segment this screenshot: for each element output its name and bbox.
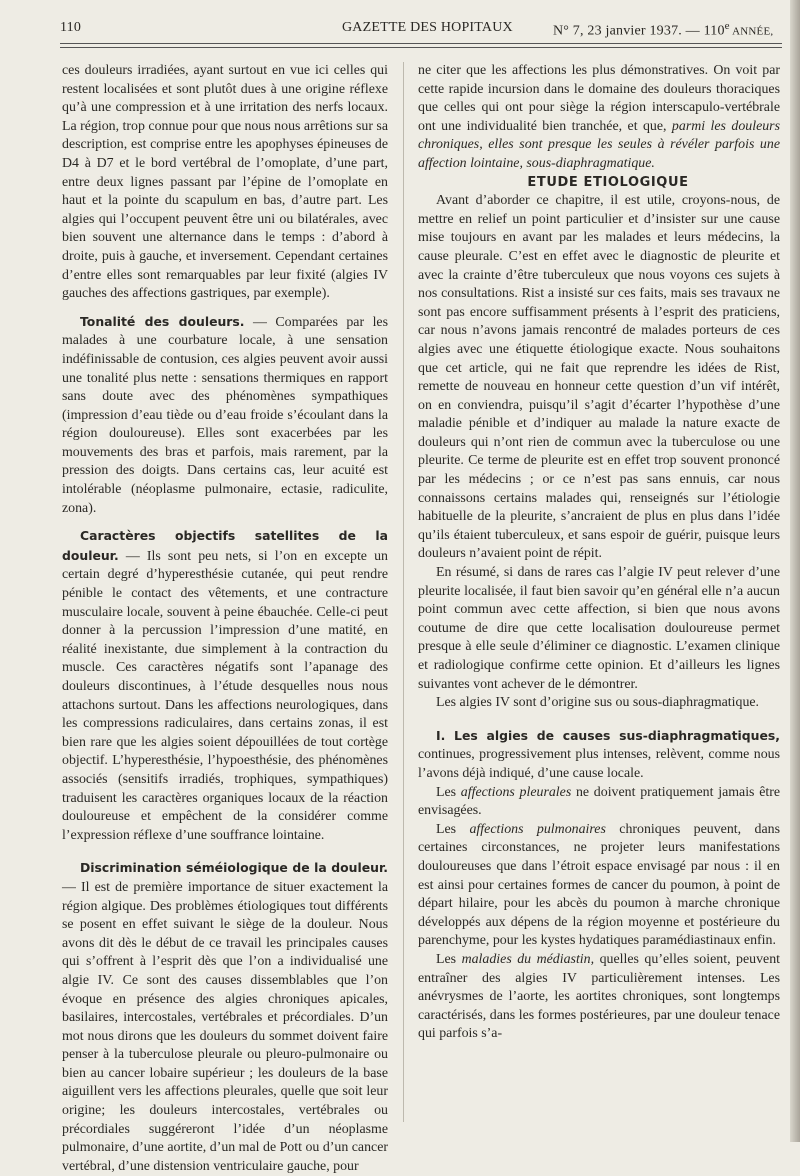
emphasis: affections pleurales xyxy=(460,784,572,800)
paragraph: ces douleurs irradiées, ayant surtout en vue ici celles qui restent localisées et sont plutôt dues à une origine réflexe qu’à une compression et à une irritation des nerfs locaux. La région, trop connue pour que nous nous arrêtions sur sa description, est comprise entre les apophyses épineuses de D4 à D7 et le bord vertébral de l’omoplate, d’une part, entre deux lignes passant par l’épine de l’omoplate en haut et la pointe du scapulum en bas, d’autre part. Les algies qui l’occupent peuvent être uni ou bilatérales, avec bien souvent une alternance dans le temps : d’abord à droite, puis à gauche, et inversement. Cependant certaines d’entre elles sont remarquables par leur fixité (algies IV gauches des affections gastriques, par exemple). xyxy=(62,63,388,302)
paragraph-text: ne doivent pratiquement jamais être envisagées. xyxy=(418,784,781,819)
paragraph-text: chroniques peuvent, dans certaines circonstances, ne projeter leurs manifestations douloureuses que dans l’étroit espace envisagé par nous : il en est ainsi pour certaines formes de cancer du poumon, à point de départ hilaire, pour les abcès du poumon à marche chronique développés aux dépens de la région moyenne et postérieure du parenchyme, pour les kystes hydatiques paramédiastinaux enfin. xyxy=(418,821,780,949)
paragraph-text: Les xyxy=(436,821,470,837)
issue-info xyxy=(553,20,773,40)
paragraph xyxy=(418,784,780,821)
subheading-sus-diaphragmatiques: I. Les algies de causes sus-diaphragmatiques, xyxy=(436,727,780,743)
issue-ordinal: e xyxy=(724,20,730,32)
paragraph: En résumé, si dans de rares cas l’algie IV peut relever d’une pleurite localisée, il faut bien savoir qu’en général elle n’a aucun point commun avec cette affection, si bien que nous avons coutume de dire que cette localisation douloureuse permet presque à elle seule d’éliminer ce diagnostic. L’examen clinique et radiologique confirme cette opinion. Et d’ailleurs les lignes suivantes vont achever de le démontrer. xyxy=(418,565,780,692)
paragraph xyxy=(62,859,388,1176)
paragraph-text: ne citer que les affections les plus démonstratives. On voit par cette rapide incursion dans le domaine des douleurs thoraciques que celles qui ont pour siège la région interscapulo-vertébrale ont une individualité bien tranchée, et que, xyxy=(418,63,780,134)
paragraph xyxy=(418,951,780,1044)
right-column xyxy=(418,62,780,1044)
emphasis: maladies du médiastin, xyxy=(461,951,595,967)
subheading-caracteres: Caractères objectifs satellites de la douleur. xyxy=(62,528,388,563)
issue-suffix: ANNÉE, xyxy=(729,25,774,38)
page-edge-shadow xyxy=(790,0,800,1142)
paragraph xyxy=(418,821,780,951)
paragraph xyxy=(418,727,780,784)
journal-title: GAZETTE DES HOPITAUX xyxy=(342,20,513,35)
emphasis: parmi les douleurs chroniques, elles sont presque les seules à révéler parfois une affection lointaine, sous-diaphragmatique. xyxy=(418,118,780,171)
issue-date: N° 7, 23 janvier 1937. — 110 xyxy=(553,23,725,39)
paragraph: Avant d’aborder ce chapitre, il est utile, croyons-nous, de mettre en relief un point particulier et d’insister sur une cause mise toujours en avant par les malades et leurs médecins, la cause pleurale. C’est en effet avec le diagnostic de pleurite et avec la crainte d’être tuberculeux que nous voyons ces sujets à nos consultations. Rist a insisté sur ces faits, mais ses travaux ne sont pas encore suffisamment présents à l’esprit des praticiens, car nous n’avons jamais rencontré de malades porteurs de ces algies avec une étiquette étiologique exacte. Nous souhaitons que cet article, qui ne fait que reprendre les idées de Rist, remette de nouveau en honneur cette question d’un vif intérêt, on en conviendra, puisqu’il s’agit d’écarter l’hypothèse d’une maladie pénible et d’indiquer au malade la nature exacte de douleurs qui n’ont rien de commun avec la tuberculose ou une pleurite. Ce terme de pleurite est en effet trop souvent prononcé par les médecins ; or ce n’est pas sans ennuis, car nous connaissons certains malades qui, renseignés sur l’étiologie habituelle de la pleurite, s’ancraient de plus en plus dans l’idée qu’ils étaient tuberculeux, et sans espoir de guérir, puisque leurs douleurs n’avaient point de répit. xyxy=(418,193,780,562)
paragraph: Les algies IV sont d’origine sus ou sous-diaphragmatique. xyxy=(436,695,760,711)
paragraph xyxy=(62,527,388,845)
paragraph-text: Les xyxy=(436,951,462,967)
column-divider xyxy=(403,62,404,1122)
paragraph-body: — Il est de première importance de situer exactement la région algique. Des problèmes étiologiques tout différents se posent en effet suivant le siège de la douleur. Nous avons dit dès le début de ce travail les principales causes qui s’offrent à l’esprit dès que l’on a individualisé une algie IV. Ce sont des causes dissemblables que l’on évoque en présence des algies chroniques apicales, basilaires, intercostales, vertébrales et précordiales. D’un mot nous dirons que les douleurs du sommet doivent faire penser à la tuberculose pleurale ou pleuro-pulmonaire ou bien au cancer lobaire supérieur ; les douleurs de la base aiguillent vers les affections pleurales, quelle que soit leur origine; les douleurs intercostales, vertébrales ou précordiales suggéreront l’idée d’un néoplasme pulmonaire, d’une aortite, d’un mal de Pott ou d’un cancer vertébral, d’une distension ventriculaire gauche, pour xyxy=(62,879,388,1174)
paragraph-body: continues, progressivement plus intenses, relèvent, comme nous l’avons déjà indiqué, d’une cause locale. xyxy=(418,747,780,781)
paragraph-text: Les xyxy=(436,784,461,800)
paragraph-body: — Comparées par les malades à une courbature locale, à une sensation indéfinissable de contusion, ces algies peuvent avoir aussi une tonalité plus nette : sensations thermiques en rapport sans doute avec des phénomènes sympathiques (impression d’eau tiède ou d’eau froide s’écoulant dans la région douloureuse). Elles sont exacerbées par les mouvements des bras et parfois, mais rarement, par la pression des doigts. Dans certains cas, leur acuité est intolérable (néoplasme pulmonaire, ectasie, radiculite, zona). xyxy=(62,314,388,516)
section-heading-etiologique: ETUDE ETIOLOGIQUE xyxy=(527,174,689,190)
paragraph-text: quelles qu’elles soient, peuvent entraîner des algies IV particulièrement intenses. Les anévrysmes de l’aorte, les aortites chroniques, sont longtemps caractérisés, dans les formes postérieures, par une douleur tenace qui parfois s’a- xyxy=(418,951,781,1042)
left-column xyxy=(62,62,388,1176)
paragraph-body: — Ils sont peu nets, si l’on en excepte un certain degré d’hyperesthésie cutanée, qui peut rendre pénible le contact des vêtements, et une contracture musculaire locale, souvent à peine ébauchée. Celle-ci peut donner à la percussion l’impression d’une matité, en réalité inexistante, due simplement à la contraction du muscle. Ces caractères négatifs sont l’apanage des douleurs discontinues, à l’étude desquelles nous nous attachons surtout. Dans les affections neurologiques, dans les compressions radiculaires, dans certains zonas, il est bien rare que les algies soient dépouillées de tout cortège objectif. L’hyperesthésie, l’hypoesthésie, des phénomènes associés (sensitifs irradiés, trophiques, sympathiques) traduisent les caractères organiques locaux de la réaction douloureuse et empêchent de la considérer comme l’expression réflexe d’une souffrance lointaine. xyxy=(62,548,388,843)
paragraph xyxy=(418,62,780,174)
header-rule xyxy=(60,43,782,48)
running-header xyxy=(60,20,782,42)
page-number: 110 xyxy=(60,20,82,35)
paragraph xyxy=(62,313,388,519)
subheading-discrimination: Discrimination séméiologique de la douleur. xyxy=(80,860,388,876)
emphasis: affections pulmonaires xyxy=(469,821,606,837)
subheading-tonalite: Tonalité des douleurs. xyxy=(80,313,245,329)
